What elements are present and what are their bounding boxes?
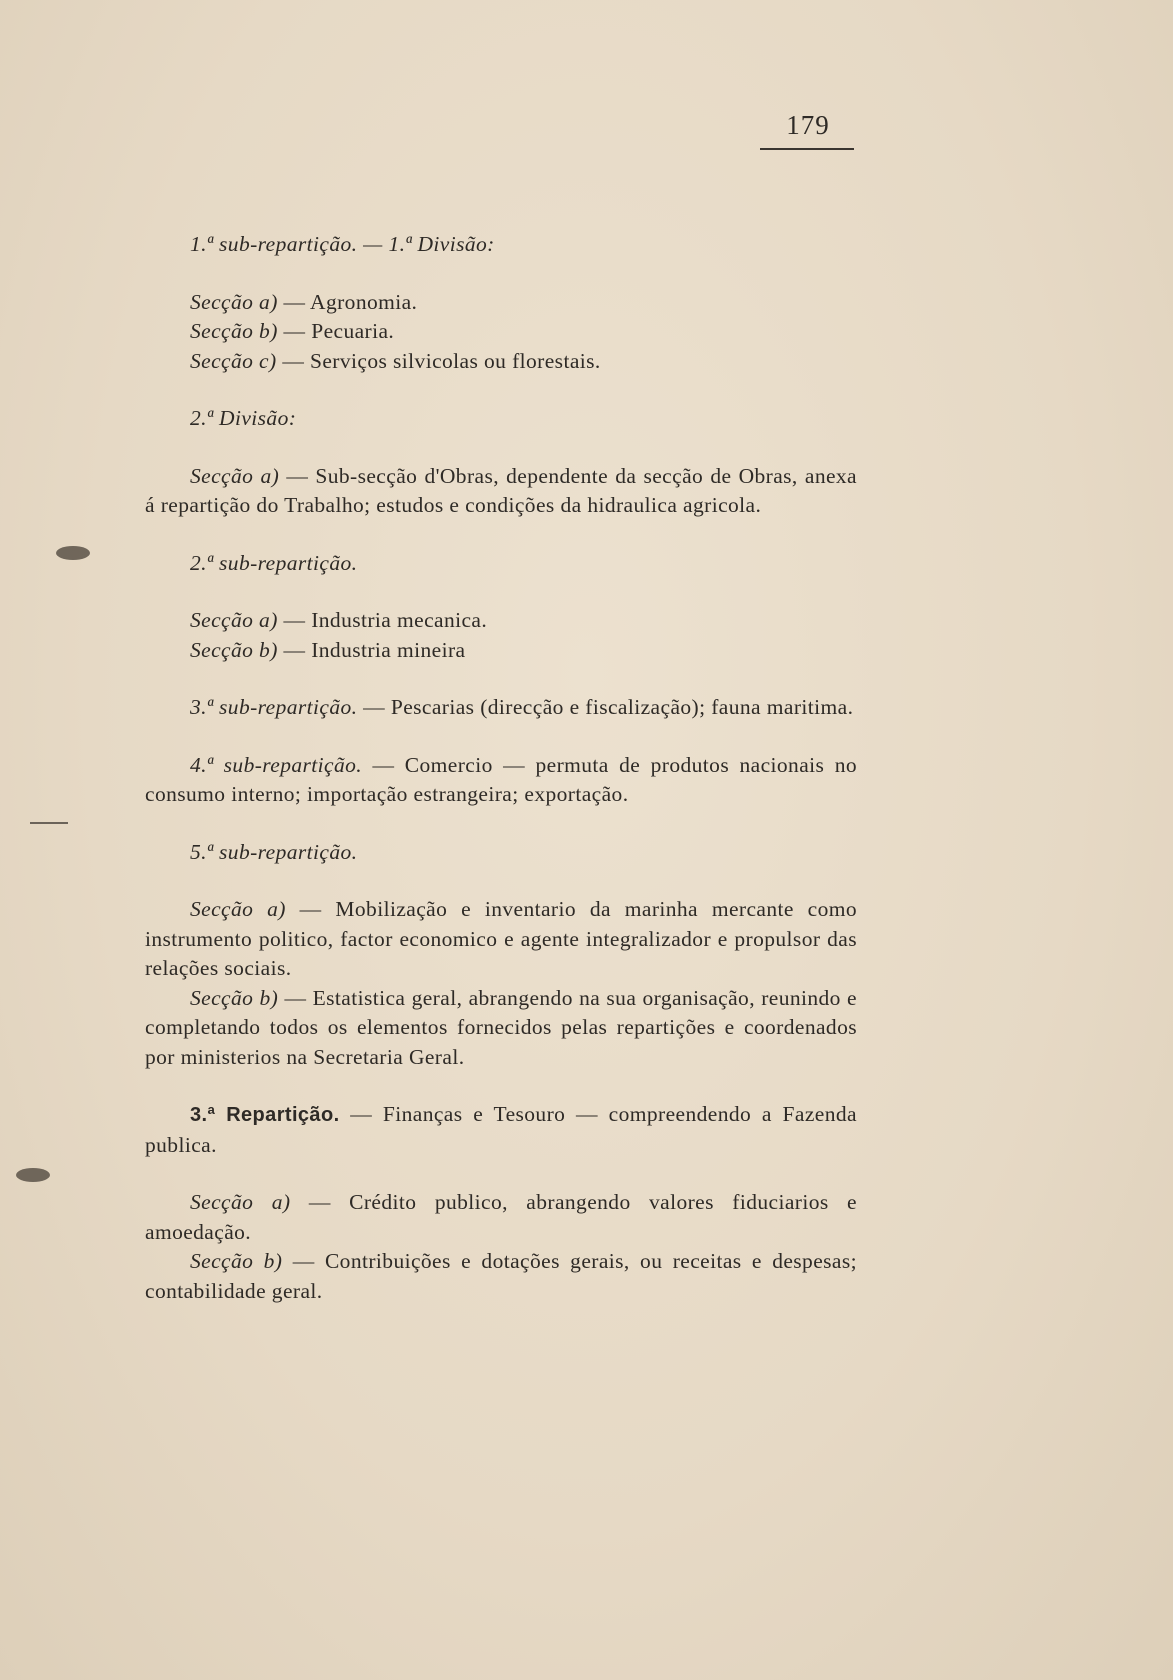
paragraph-3 (145, 317, 857, 347)
text-run: — Pescarias (direcção e fiscalização); fauna maritima. (357, 695, 854, 719)
binding-mark-middle (30, 822, 68, 824)
italic-run: 1.ª sub-repartição. — 1.ª Divisão: (190, 232, 495, 256)
paragraph-5 (145, 404, 857, 434)
italic-run: Secção a) (190, 463, 280, 488)
text-run: — Contribuições e dotações gerais, ou receitas e despesas; contabilidade geral. (145, 1249, 857, 1303)
paragraph-14 (145, 984, 857, 1073)
bold-heading-run: 3.ª Repartição. (190, 1104, 340, 1126)
text-run: — Pecuaria. (277, 319, 395, 343)
text-run: — Estatistica geral, abrangendo na sua organisação, reunindo e completando todos os elementos fornecidos pelas repartições e coordenados por ministerios na Secretaria Geral. (145, 985, 858, 1069)
italic-run: Secção a) (190, 608, 278, 632)
paragraph-2 (145, 288, 857, 318)
paragraph-7 (145, 549, 857, 579)
italic-run: Secção a) (190, 289, 278, 314)
paragraph-11 (145, 751, 857, 810)
paragraph-6 (145, 462, 857, 521)
italic-run: Secção b) (190, 1249, 283, 1273)
paragraph-13 (145, 895, 857, 984)
paragraph-15 (145, 1100, 857, 1160)
italic-run: 2.ª sub-repartição. (190, 550, 358, 575)
body-text (145, 230, 857, 1306)
italic-run: Secção a) (190, 1190, 291, 1214)
text-run: — Industria mecanica. (277, 608, 488, 632)
paragraph-4 (145, 347, 857, 377)
paragraph-10 (145, 693, 857, 723)
text-run: — Agronomia. (277, 289, 418, 314)
text-run: — Comercio — permuta de produtos nacionais no consumo interno; importação estrangeira; exportação. (145, 752, 858, 806)
text-run: — Finanças e Tesouro — compreendendo a Fazenda publica. (145, 1102, 857, 1157)
text-run: — Sub-secção d'Obras, dependente da secção de Obras, anexa á repartição do Trabalho; estudos e condições da hidraulica agricola. (145, 463, 857, 517)
paragraph-1 (145, 230, 857, 260)
italic-run: 4.ª sub-repartição. (190, 752, 363, 777)
italic-run: 5.ª sub-repartição. (190, 839, 358, 864)
text-run: — Mobilização e inventario da marinha mercante como instrumento politico, factor economico e agente integralizador e propulsor das relações sociais. (145, 897, 858, 980)
italic-run: 3.ª sub-repartição. (190, 695, 358, 719)
paragraph-17 (145, 1247, 857, 1306)
text-run: — Crédito publico, abrangendo valores fiduciarios e amoedação. (145, 1190, 857, 1244)
text-run: — Serviços silvicolas ou florestais. (276, 348, 601, 373)
italic-run: Secção c) (190, 348, 277, 373)
text-run: — Industria mineira (277, 637, 466, 662)
italic-run: 2.ª Divisão: (190, 406, 297, 430)
binding-hole-bottom (16, 1168, 50, 1182)
italic-run: Secção b) (190, 637, 278, 662)
paragraph-12 (145, 838, 857, 868)
paragraph-16 (145, 1188, 857, 1247)
italic-run: Secção b) (190, 319, 278, 343)
page-number-rule (760, 148, 854, 150)
italic-run: Secção a) (190, 897, 286, 921)
paragraph-9 (145, 636, 857, 666)
binding-hole-top (56, 546, 90, 560)
paragraph-8 (145, 606, 857, 636)
page-number: 179 (786, 110, 830, 140)
italic-run: Secção b) (190, 985, 279, 1010)
